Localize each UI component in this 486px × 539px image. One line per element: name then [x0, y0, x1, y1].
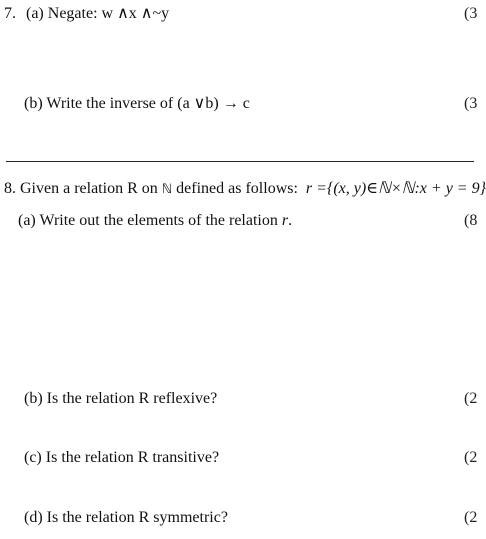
- q8-part-c-line: [24, 450, 219, 466]
- q8-part-c-text: Is the relation R transitive?: [45, 449, 220, 466]
- q7-part-a-label: (a): [26, 5, 44, 22]
- q8-part-a-end: .: [288, 212, 293, 229]
- q8-intro-rest: defined as follows:: [176, 180, 298, 197]
- q7-part-a-text: Negate: w ∧x ∧~y: [47, 5, 170, 22]
- q8-part-b-label: (b): [24, 390, 43, 407]
- section-divider: [6, 161, 474, 162]
- q8-intro-line: [4, 181, 486, 197]
- q7-part-a-marks: (3: [464, 5, 478, 22]
- q8-part-b-text: Is the relation R reflexive?: [46, 390, 218, 407]
- q8-part-b-line: [24, 391, 217, 407]
- q7-part-b-text: Write the inverse of (a ∨b) → c: [46, 95, 250, 112]
- q7-part-b-label: (b): [24, 95, 43, 112]
- q8-part-d-label: (d): [24, 509, 43, 526]
- q8-part-c-label: (c): [24, 449, 42, 466]
- q8-relation-formula: r ={(x, y)∈ℕ×ℕ:x + y = 9}: [305, 180, 486, 197]
- q7-number: 7.: [4, 5, 16, 22]
- q8-part-d-line: [24, 510, 228, 526]
- q8-part-b-marks: (2: [464, 390, 478, 407]
- q7-part-b-line: [24, 96, 250, 112]
- q8-part-d-text: Is the relation R symmetric?: [46, 509, 228, 526]
- q8-intro-text: Given a relation R on: [20, 180, 158, 197]
- q8-part-c-marks: (2: [464, 449, 478, 466]
- q8-number: 8.: [4, 180, 16, 197]
- q8-part-a-var: r: [281, 212, 289, 229]
- q7-part-b-marks: (3: [464, 95, 478, 112]
- q7-part-a-line: [4, 6, 169, 22]
- q8-part-a-label: (a): [18, 212, 36, 229]
- q8-natural-numbers-symbol: ℕ: [161, 182, 173, 197]
- q8-part-a-line: [18, 213, 292, 229]
- q8-part-a-text: Write out the elements of the relation: [39, 212, 278, 229]
- q8-part-d-marks: (2: [464, 509, 478, 526]
- q8-part-a-marks: (8: [464, 212, 478, 229]
